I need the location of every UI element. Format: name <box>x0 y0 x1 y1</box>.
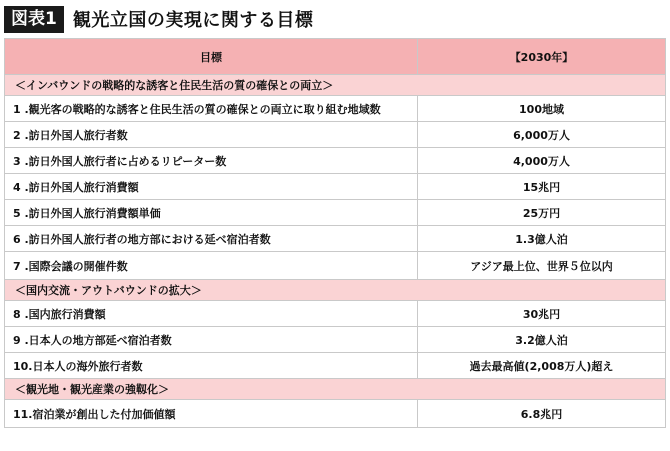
figure-label: 図表1 <box>4 6 64 33</box>
column-header-goal: 目標 <box>5 39 418 75</box>
column-header-target: 【2030年】 <box>418 39 666 75</box>
goal-cell: 9 .日本人の地方部延べ宿泊者数 <box>5 327 418 353</box>
target-cell: 15兆円 <box>418 174 666 200</box>
target-cell: 4,000万人 <box>418 148 666 174</box>
page-title: 観光立国の実現に関する目標 <box>72 10 314 31</box>
target-cell: 1.3億人泊 <box>418 226 666 252</box>
goal-cell: 8 .国内旅行消費額 <box>5 301 418 327</box>
goal-cell: 2 .訪日外国人旅行者数 <box>5 122 418 148</box>
goal-cell: 7 .国際会議の開催件数 <box>5 252 418 280</box>
table-row <box>5 353 666 379</box>
target-cell: 3.2億人泊 <box>418 327 666 353</box>
table-row <box>5 174 666 200</box>
section-heading: ＜インバウンドの戦略的な誘客と住民生活の質の確保との両立＞ <box>5 75 666 96</box>
section-heading-row <box>5 75 666 96</box>
target-cell: 6,000万人 <box>418 122 666 148</box>
goal-cell: 5 .訪日外国人旅行消費額単価 <box>5 200 418 226</box>
table-row <box>5 252 666 280</box>
target-cell: 過去最高値(2,008万人)超え <box>418 353 666 379</box>
target-cell: 6.8兆円 <box>418 400 666 428</box>
table-row <box>5 301 666 327</box>
section-heading: ＜国内交流・アウトバウンドの拡大＞ <box>5 280 666 301</box>
goal-cell: 11.宿泊業が創出した付加価値額 <box>5 400 418 428</box>
table-row <box>5 327 666 353</box>
goals-table <box>4 38 666 428</box>
goal-cell: 10.日本人の海外旅行者数 <box>5 353 418 379</box>
section-heading-row <box>5 379 666 400</box>
table-row <box>5 122 666 148</box>
section-heading: ＜観光地・観光産業の強靱化＞ <box>5 379 666 400</box>
goal-cell: 1 .観光客の戦略的な誘客と住民生活の質の確保との両立に取り組む地域数 <box>5 96 418 122</box>
target-cell: 25万円 <box>418 200 666 226</box>
table-row <box>5 200 666 226</box>
section-heading-row <box>5 280 666 301</box>
figure-header <box>4 4 313 34</box>
goal-cell: 3 .訪日外国人旅行者に占めるリピーター数 <box>5 148 418 174</box>
table-row <box>5 400 666 428</box>
goal-cell: 4 .訪日外国人旅行消費額 <box>5 174 418 200</box>
table-row <box>5 226 666 252</box>
table-row <box>5 96 666 122</box>
table-row <box>5 148 666 174</box>
table-header-row <box>5 39 666 75</box>
target-cell: 100地域 <box>418 96 666 122</box>
target-cell: アジア最上位、世界５位以内 <box>418 252 666 280</box>
target-cell: 30兆円 <box>418 301 666 327</box>
goal-cell: 6 .訪日外国人旅行者の地方部における延べ宿泊者数 <box>5 226 418 252</box>
